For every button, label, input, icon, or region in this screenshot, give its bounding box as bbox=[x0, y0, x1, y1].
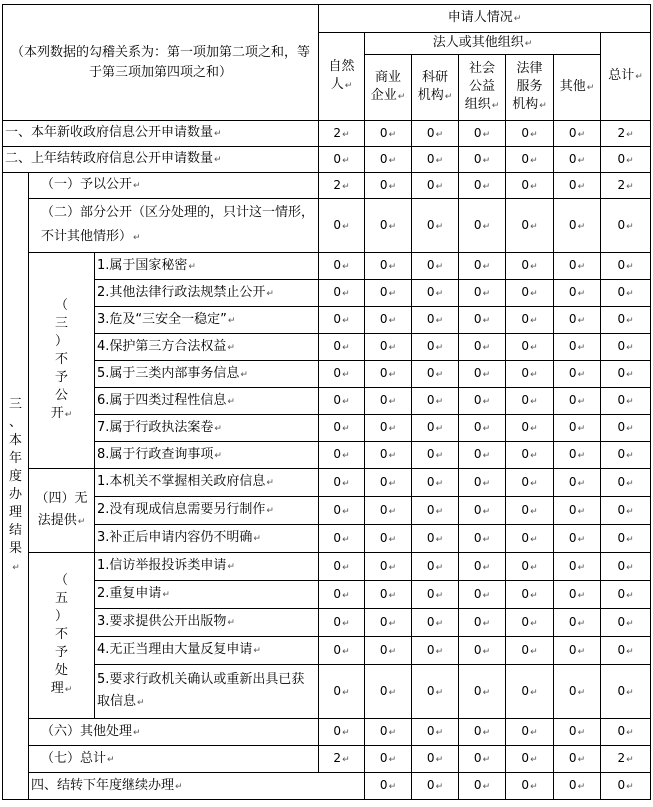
value-cell: 0 ↵ bbox=[601, 199, 651, 253]
value-cell: 0 ↵ bbox=[554, 497, 601, 525]
value-cell: 0 ↵ bbox=[365, 665, 412, 719]
value-cell: 0 ↵ bbox=[554, 361, 601, 388]
value-cell: 0 ↵ bbox=[412, 719, 459, 746]
value-cell: 0 ↵ bbox=[506, 773, 554, 800]
value-cell: 0 ↵ bbox=[459, 773, 506, 800]
value-cell: 0 ↵ bbox=[554, 665, 601, 719]
value-cell: 0 ↵ bbox=[601, 307, 651, 334]
value-cell: 0 ↵ bbox=[601, 469, 651, 497]
not-open-group-label: （ 三 ） 不 予 公 开 ↵ bbox=[29, 253, 95, 469]
value-cell: 0 ↵ bbox=[506, 415, 554, 442]
value-cell: 0 ↵ bbox=[365, 280, 412, 307]
value-cell: 0 ↵ bbox=[459, 334, 506, 361]
value-cell: 0 ↵ bbox=[319, 442, 365, 469]
value-cell: 0 ↵ bbox=[554, 553, 601, 581]
value-cell: 0 ↵ bbox=[554, 637, 601, 665]
value-cell: 0 ↵ bbox=[319, 147, 365, 173]
row-label: 6.属于四类过程性信息 ↵ bbox=[95, 388, 319, 415]
total-header: 总计 ↵ bbox=[601, 33, 651, 121]
value-cell: 0 ↵ bbox=[365, 388, 412, 415]
row-label: （六）其他处理 ↵ bbox=[29, 719, 319, 746]
value-cell: 0 ↵ bbox=[412, 147, 459, 173]
value-cell: 0 ↵ bbox=[365, 121, 412, 147]
value-cell: 0 ↵ bbox=[601, 334, 651, 361]
value-cell: 0 ↵ bbox=[459, 253, 506, 280]
value-cell: 0 ↵ bbox=[365, 415, 412, 442]
value-cell: 0 ↵ bbox=[412, 497, 459, 525]
value-cell: 0 ↵ bbox=[412, 553, 459, 581]
value-cell: 0 ↵ bbox=[554, 173, 601, 199]
value-cell: 0 ↵ bbox=[319, 637, 365, 665]
table-row bbox=[3, 121, 651, 147]
value-cell: 0 ↵ bbox=[365, 719, 412, 746]
row-label: 1.本机关不掌握相关政府信息 ↵ bbox=[95, 469, 319, 497]
value-cell: 0 ↵ bbox=[554, 334, 601, 361]
value-cell: 0 ↵ bbox=[554, 415, 601, 442]
value-cell: 0 ↵ bbox=[459, 665, 506, 719]
value-cell: 0 ↵ bbox=[365, 581, 412, 609]
value-cell: 0 ↵ bbox=[601, 253, 651, 280]
value-cell: 0 ↵ bbox=[412, 415, 459, 442]
value-cell: 0 ↵ bbox=[319, 719, 365, 746]
value-cell: 0 ↵ bbox=[506, 334, 554, 361]
value-cell: 0 ↵ bbox=[506, 525, 554, 553]
value-cell: 0 ↵ bbox=[554, 746, 601, 773]
value-cell: 0 ↵ bbox=[412, 280, 459, 307]
value-cell: 0 ↵ bbox=[459, 469, 506, 497]
value-cell: 0 ↵ bbox=[319, 334, 365, 361]
row-label: 3.补正后申请内容仍不明确 ↵ bbox=[95, 525, 319, 553]
commercial-header: 商业 企业 ↵ bbox=[365, 55, 412, 121]
row-label: 8.属于行政查询事项 ↵ bbox=[95, 442, 319, 469]
table-row bbox=[3, 581, 651, 609]
row-label: 3.要求提供公开出版物 ↵ bbox=[95, 609, 319, 637]
law-header: 法律 服务 机构 ↵ bbox=[506, 55, 554, 121]
value-cell: 0 ↵ bbox=[459, 581, 506, 609]
row-label: 3.危及“三安全一稳定” ↵ bbox=[95, 307, 319, 334]
value-cell: 0 ↵ bbox=[365, 147, 412, 173]
value-cell: 0 ↵ bbox=[319, 609, 365, 637]
value-cell: 0 ↵ bbox=[365, 442, 412, 469]
value-cell: 0 ↵ bbox=[459, 525, 506, 553]
value-cell: 0 ↵ bbox=[459, 199, 506, 253]
value-cell: 0 ↵ bbox=[412, 746, 459, 773]
value-cell: 0 ↵ bbox=[506, 199, 554, 253]
table-row bbox=[3, 665, 651, 719]
value-cell: 0 ↵ bbox=[412, 199, 459, 253]
value-cell: 0 ↵ bbox=[319, 361, 365, 388]
value-cell: 0 ↵ bbox=[365, 307, 412, 334]
value-cell: 0 ↵ bbox=[506, 746, 554, 773]
table-row bbox=[3, 173, 651, 199]
value-cell: 0 ↵ bbox=[365, 361, 412, 388]
research-header: 科研 机构 ↵ bbox=[412, 55, 459, 121]
value-cell: 0 ↵ bbox=[506, 637, 554, 665]
value-cell: 0 ↵ bbox=[459, 746, 506, 773]
table-row bbox=[3, 525, 651, 553]
value-cell: 0 ↵ bbox=[506, 388, 554, 415]
table-row bbox=[3, 334, 651, 361]
table-row bbox=[3, 442, 651, 469]
value-cell: 0 ↵ bbox=[601, 147, 651, 173]
row-label: （一）予以公开 ↵ bbox=[29, 173, 319, 199]
value-cell: 2 ↵ bbox=[601, 173, 651, 199]
value-cell: 0 ↵ bbox=[365, 199, 412, 253]
statistics-table bbox=[2, 4, 651, 800]
row-label: 2.重复申请 ↵ bbox=[95, 581, 319, 609]
value-cell: 0 ↵ bbox=[506, 121, 554, 147]
value-cell: 0 ↵ bbox=[412, 121, 459, 147]
value-cell: 0 ↵ bbox=[319, 665, 365, 719]
value-cell: 0 ↵ bbox=[365, 497, 412, 525]
value-cell: 0 ↵ bbox=[459, 497, 506, 525]
value-cell: 0 ↵ bbox=[365, 746, 412, 773]
value-cell: 0 ↵ bbox=[601, 719, 651, 746]
value-cell: 0 ↵ bbox=[506, 719, 554, 746]
table-row bbox=[3, 147, 651, 173]
value-cell: 0 ↵ bbox=[459, 307, 506, 334]
value-cell: 0 ↵ bbox=[412, 637, 459, 665]
row-label: 四、结转下年度继续办理 ↵ bbox=[29, 773, 365, 800]
value-cell: 0 ↵ bbox=[412, 665, 459, 719]
value-cell: 0 ↵ bbox=[554, 773, 601, 800]
legal-group-header: 法人或其他组织 ↵ bbox=[365, 33, 601, 55]
value-cell: 0 ↵ bbox=[601, 442, 651, 469]
value-cell: 0 ↵ bbox=[412, 609, 459, 637]
value-cell: 0 ↵ bbox=[601, 609, 651, 637]
table-row bbox=[3, 497, 651, 525]
value-cell: 0 ↵ bbox=[554, 121, 601, 147]
value-cell: 0 ↵ bbox=[319, 497, 365, 525]
value-cell: 0 ↵ bbox=[554, 609, 601, 637]
value-cell: 0 ↵ bbox=[506, 609, 554, 637]
value-cell: 0 ↵ bbox=[319, 280, 365, 307]
value-cell: 0 ↵ bbox=[601, 773, 651, 800]
value-cell: 0 ↵ bbox=[554, 280, 601, 307]
value-cell: 0 ↵ bbox=[459, 609, 506, 637]
table-row bbox=[3, 773, 651, 800]
value-cell: 0 ↵ bbox=[601, 415, 651, 442]
value-cell: 0 ↵ bbox=[319, 388, 365, 415]
value-cell: 0 ↵ bbox=[506, 497, 554, 525]
value-cell: 0 ↵ bbox=[365, 609, 412, 637]
header-note: （本列数据的勾稽关系为：第一项加第二项之和，等于第三项加第四项之和） bbox=[3, 5, 319, 121]
value-cell: 0 ↵ bbox=[554, 147, 601, 173]
table-row bbox=[3, 746, 651, 773]
row-label: 一、本年新收政府信息公开申请数量 ↵ bbox=[3, 121, 319, 147]
value-cell: 2 ↵ bbox=[319, 746, 365, 773]
value-cell: 0 ↵ bbox=[601, 665, 651, 719]
value-cell: 0 ↵ bbox=[412, 442, 459, 469]
value-cell: 0 ↵ bbox=[554, 307, 601, 334]
value-cell: 0 ↵ bbox=[365, 525, 412, 553]
value-cell: 0 ↵ bbox=[459, 361, 506, 388]
value-cell: 0 ↵ bbox=[554, 719, 601, 746]
value-cell: 0 ↵ bbox=[554, 253, 601, 280]
value-cell: 0 ↵ bbox=[459, 388, 506, 415]
value-cell: 0 ↵ bbox=[365, 637, 412, 665]
value-cell: 0 ↵ bbox=[319, 253, 365, 280]
table-row bbox=[3, 361, 651, 388]
table-row bbox=[3, 719, 651, 746]
value-cell: 0 ↵ bbox=[412, 253, 459, 280]
value-cell: 0 ↵ bbox=[412, 581, 459, 609]
value-cell: 2 ↵ bbox=[601, 121, 651, 147]
value-cell: 0 ↵ bbox=[412, 173, 459, 199]
value-cell: 0 ↵ bbox=[506, 665, 554, 719]
row-label: 5.要求行政机关确认或重新出具已获取信息 ↵ bbox=[95, 665, 319, 719]
value-cell: 0 ↵ bbox=[412, 307, 459, 334]
row-label: 1.属于国家秘密 ↵ bbox=[95, 253, 319, 280]
value-cell: 0 ↵ bbox=[319, 307, 365, 334]
value-cell: 0 ↵ bbox=[506, 361, 554, 388]
row-label: 1.信访举报投诉类申请 ↵ bbox=[95, 553, 319, 581]
row-label: 2.没有现成信息需要另行制作 ↵ bbox=[95, 497, 319, 525]
value-cell: 0 ↵ bbox=[554, 581, 601, 609]
natural-person-header: 自然 人 ↵ bbox=[319, 33, 365, 121]
value-cell: 0 ↵ bbox=[506, 173, 554, 199]
table-row bbox=[3, 469, 651, 497]
value-cell: 0 ↵ bbox=[506, 147, 554, 173]
value-cell: 0 ↵ bbox=[506, 253, 554, 280]
section3-label: 三 、 本 年 度 办 理 结 果 ↵ bbox=[3, 173, 29, 800]
value-cell: 0 ↵ bbox=[601, 361, 651, 388]
row-label: 4.无正当理由大量反复申请 ↵ bbox=[95, 637, 319, 665]
table-row bbox=[3, 199, 651, 253]
table-row bbox=[3, 609, 651, 637]
value-cell: 0 ↵ bbox=[554, 199, 601, 253]
value-cell: 0 ↵ bbox=[506, 280, 554, 307]
value-cell: 0 ↵ bbox=[601, 581, 651, 609]
value-cell: 0 ↵ bbox=[412, 469, 459, 497]
value-cell: 0 ↵ bbox=[459, 415, 506, 442]
table-row bbox=[3, 307, 651, 334]
value-cell: 0 ↵ bbox=[459, 147, 506, 173]
value-cell: 0 ↵ bbox=[601, 637, 651, 665]
value-cell: 0 ↵ bbox=[319, 199, 365, 253]
social-header: 社会 公益 组织 ↵ bbox=[459, 55, 506, 121]
value-cell: 0 ↵ bbox=[506, 581, 554, 609]
value-cell: 0 ↵ bbox=[365, 469, 412, 497]
value-cell: 0 ↵ bbox=[412, 388, 459, 415]
value-cell: 0 ↵ bbox=[459, 280, 506, 307]
value-cell: 0 ↵ bbox=[412, 773, 459, 800]
value-cell: 0 ↵ bbox=[365, 173, 412, 199]
row-label: （七）总计 ↵ bbox=[29, 746, 319, 773]
cannot-provide-group-label: （四）无法提供 ↵ bbox=[29, 469, 95, 553]
row-label: 7.属于行政执法案卷 ↵ bbox=[95, 415, 319, 442]
row-label: 4.保护第三方合法权益 ↵ bbox=[95, 334, 319, 361]
value-cell: 2 ↵ bbox=[601, 746, 651, 773]
value-cell: 0 ↵ bbox=[601, 388, 651, 415]
value-cell: 0 ↵ bbox=[459, 442, 506, 469]
applicant-header: 申请人情况 ↵ bbox=[319, 5, 651, 33]
value-cell: 0 ↵ bbox=[412, 525, 459, 553]
value-cell: 2 ↵ bbox=[319, 173, 365, 199]
value-cell: 0 ↵ bbox=[412, 334, 459, 361]
value-cell: 0 ↵ bbox=[506, 553, 554, 581]
value-cell: 0 ↵ bbox=[601, 553, 651, 581]
row-label: 二、上年结转政府信息公开申请数量 ↵ bbox=[3, 147, 319, 173]
value-cell: 0 ↵ bbox=[506, 307, 554, 334]
value-cell: 0 ↵ bbox=[601, 497, 651, 525]
value-cell: 0 ↵ bbox=[459, 173, 506, 199]
table-row bbox=[3, 637, 651, 665]
value-cell: 0 ↵ bbox=[459, 637, 506, 665]
value-cell: 0 ↵ bbox=[412, 361, 459, 388]
value-cell: 0 ↵ bbox=[319, 415, 365, 442]
no-processing-group-label: （ 五 ） 不 予 处 理 ↵ bbox=[29, 553, 95, 719]
value-cell: 0 ↵ bbox=[554, 469, 601, 497]
value-cell: 0 ↵ bbox=[554, 388, 601, 415]
header-row-1 bbox=[3, 5, 651, 33]
table-row bbox=[3, 388, 651, 415]
table-row bbox=[3, 280, 651, 307]
value-cell: 0 ↵ bbox=[601, 280, 651, 307]
value-cell: 0 ↵ bbox=[319, 469, 365, 497]
value-cell: 0 ↵ bbox=[506, 442, 554, 469]
value-cell: 0 ↵ bbox=[459, 121, 506, 147]
value-cell: 0 ↵ bbox=[601, 525, 651, 553]
value-cell: 0 ↵ bbox=[319, 581, 365, 609]
value-cell: 0 ↵ bbox=[365, 334, 412, 361]
row-label: 5.属于三类内部事务信息 ↵ bbox=[95, 361, 319, 388]
value-cell: 0 ↵ bbox=[459, 719, 506, 746]
value-cell: 0 ↵ bbox=[319, 553, 365, 581]
value-cell: 0 ↵ bbox=[319, 525, 365, 553]
row-label: （二）部分公开（区分处理的，只计这一情形，不计其他情形） ↵ bbox=[29, 199, 319, 253]
value-cell: 0 ↵ bbox=[554, 525, 601, 553]
value-cell: 2 ↵ bbox=[319, 121, 365, 147]
other-header: 其他 ↵ bbox=[554, 55, 601, 121]
value-cell: 0 ↵ bbox=[365, 253, 412, 280]
value-cell: 0 ↵ bbox=[365, 773, 412, 800]
value-cell: 0 ↵ bbox=[506, 469, 554, 497]
table-row bbox=[3, 553, 651, 581]
row-label: 2.其他法律行政法规禁止公开 ↵ bbox=[95, 280, 319, 307]
table-row bbox=[3, 253, 651, 280]
value-cell: 0 ↵ bbox=[459, 553, 506, 581]
value-cell: 0 ↵ bbox=[365, 553, 412, 581]
table-row bbox=[3, 415, 651, 442]
value-cell: 0 ↵ bbox=[554, 442, 601, 469]
